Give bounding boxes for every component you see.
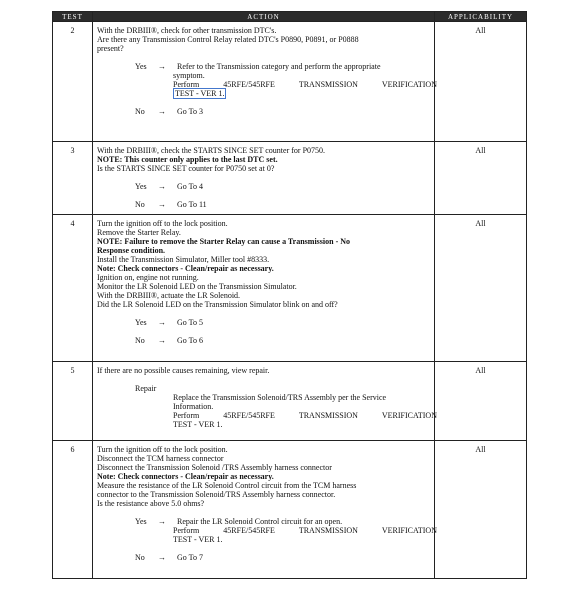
- action-note: NOTE: This counter only applies to the last DTC set.: [97, 155, 278, 164]
- diagnostic-procedure-table: [52, 11, 527, 579]
- arrow-icon: →: [158, 62, 166, 71]
- yes-text: symptom.: [173, 71, 205, 80]
- arrow-icon: →: [158, 517, 166, 526]
- yes-text: Repair the LR Solenoid Control circuit for an open.: [177, 517, 343, 526]
- no-text: Go To 11: [177, 200, 207, 209]
- no-label: No: [135, 107, 145, 116]
- repair-label: Repair: [135, 384, 157, 393]
- repair-text: TEST - VER 1.: [173, 420, 223, 429]
- yes-label: Yes: [135, 318, 147, 327]
- no-text: Go To 3: [177, 107, 203, 116]
- table-header-row: [53, 12, 527, 22]
- no-label: No: [135, 553, 145, 562]
- header-action: ACTION: [93, 12, 435, 22]
- yes-text: Go To 5: [177, 318, 203, 327]
- action-line: Turn the ignition off to the lock position.: [97, 219, 228, 228]
- test-action: [93, 362, 435, 441]
- yes-label: Yes: [135, 62, 147, 71]
- test-action: [93, 215, 435, 362]
- no-result: [97, 200, 432, 209]
- action-line: Is the STARTS SINCE SET counter for P0750 set at 0?: [97, 164, 275, 173]
- test-action: [93, 22, 435, 142]
- test-row-5: [53, 362, 527, 441]
- test-action: [93, 441, 435, 579]
- arrow-icon: →: [158, 318, 166, 327]
- repair-text: Perform 45RFE/545RFE TRANSMISSION VERIFICATION: [173, 411, 437, 420]
- yes-result: [97, 318, 432, 327]
- action-note: Response condition.: [97, 246, 166, 255]
- yes-label: Yes: [135, 517, 147, 526]
- header-applicability: APPLICABILITY: [435, 12, 527, 22]
- no-text: Go To 6: [177, 336, 203, 345]
- action-note: Note: Check connectors - Clean/repair as necessary.: [97, 264, 274, 273]
- yes-label: Yes: [135, 182, 147, 191]
- yes-text: Perform 45RFE/545RFE TRANSMISSION VERIFICATION: [173, 526, 437, 535]
- yes-result: [97, 182, 432, 191]
- arrow-icon: →: [158, 200, 166, 209]
- action-line: Install the Transmission Simulator, Miller tool #8333.: [97, 255, 270, 264]
- test-number: 3: [53, 142, 93, 215]
- test-number: 2: [53, 22, 93, 142]
- test-row-3: [53, 142, 527, 215]
- no-result: [97, 107, 432, 116]
- action-line: Are there any Transmission Control Relay related DTC's P0890, P0891, or P0888: [97, 35, 359, 44]
- yes-text: Refer to the Transmission category and perform the appropriate: [177, 62, 381, 71]
- repair-text: Replace the Transmission Solenoid/TRS Assembly per the Service: [173, 393, 387, 402]
- no-label: No: [135, 200, 145, 209]
- action-line: If there are no possible causes remaining, view repair.: [97, 366, 270, 375]
- yes-result: [97, 62, 432, 71]
- applicability: All: [435, 22, 527, 142]
- action-line: Disconnect the TCM harness connector: [97, 454, 224, 463]
- verification-test-link[interactable]: TEST - VER 1.: [175, 89, 225, 98]
- no-label: No: [135, 336, 145, 345]
- action-note: Note: Check connectors - Clean/repair as necessary.: [97, 472, 274, 481]
- action-line: connector to the Transmission Solenoid/TRS Assembly harness connector.: [97, 490, 336, 499]
- test-row-4: [53, 215, 527, 362]
- no-result: [97, 553, 432, 562]
- action-line: Disconnect the Transmission Solenoid /TRS Assembly harness connector: [97, 463, 332, 472]
- arrow-icon: →: [158, 553, 166, 562]
- test-row-6: [53, 441, 527, 579]
- applicability: All: [435, 362, 527, 441]
- no-text: Go To 7: [177, 553, 203, 562]
- test-number: 5: [53, 362, 93, 441]
- yes-text: Perform 45RFE/545RFE TRANSMISSION VERIFICATION: [173, 80, 437, 89]
- arrow-icon: →: [158, 336, 166, 345]
- test-row-2: [53, 22, 527, 142]
- action-line: Did the LR Solenoid LED on the Transmission Simulator blink on and off?: [97, 300, 338, 309]
- arrow-icon: →: [158, 182, 166, 191]
- action-line: Measure the resistance of the LR Solenoid Control circuit from the TCM harness: [97, 481, 357, 490]
- applicability: All: [435, 215, 527, 362]
- test-number: 4: [53, 215, 93, 362]
- action-line: Turn the ignition off to the lock position.: [97, 445, 228, 454]
- action-note: NOTE: Failure to remove the Starter Relay can cause a Transmission - No: [97, 237, 351, 246]
- yes-text: Go To 4: [177, 182, 203, 191]
- action-line: With the DRBIII®, check the STARTS SINCE SET counter for P0750.: [97, 146, 326, 155]
- action-line: Ignition on, engine not running.: [97, 273, 199, 282]
- yes-text: TEST - VER 1.: [173, 535, 223, 544]
- action-line: Monitor the LR Solenoid LED on the Transmission Simulator.: [97, 282, 297, 291]
- action-line: With the DRBIII®, actuate the LR Solenoid.: [97, 291, 241, 300]
- action-line: With the DRBIII®, check for other transmission DTC's.: [97, 26, 277, 35]
- action-line: Remove the Starter Relay.: [97, 228, 181, 237]
- arrow-icon: →: [158, 107, 166, 116]
- repair-result: [97, 384, 432, 393]
- action-line: Is the resistance above 5.0 ohms?: [97, 499, 205, 508]
- applicability: All: [435, 142, 527, 215]
- header-test: TEST: [53, 12, 93, 22]
- test-action: [93, 142, 435, 215]
- test-number: 6: [53, 441, 93, 579]
- yes-result: [97, 517, 432, 526]
- repair-text: Information.: [173, 402, 214, 411]
- action-line: present?: [97, 44, 124, 53]
- no-result: [97, 336, 432, 345]
- applicability: All: [435, 441, 527, 579]
